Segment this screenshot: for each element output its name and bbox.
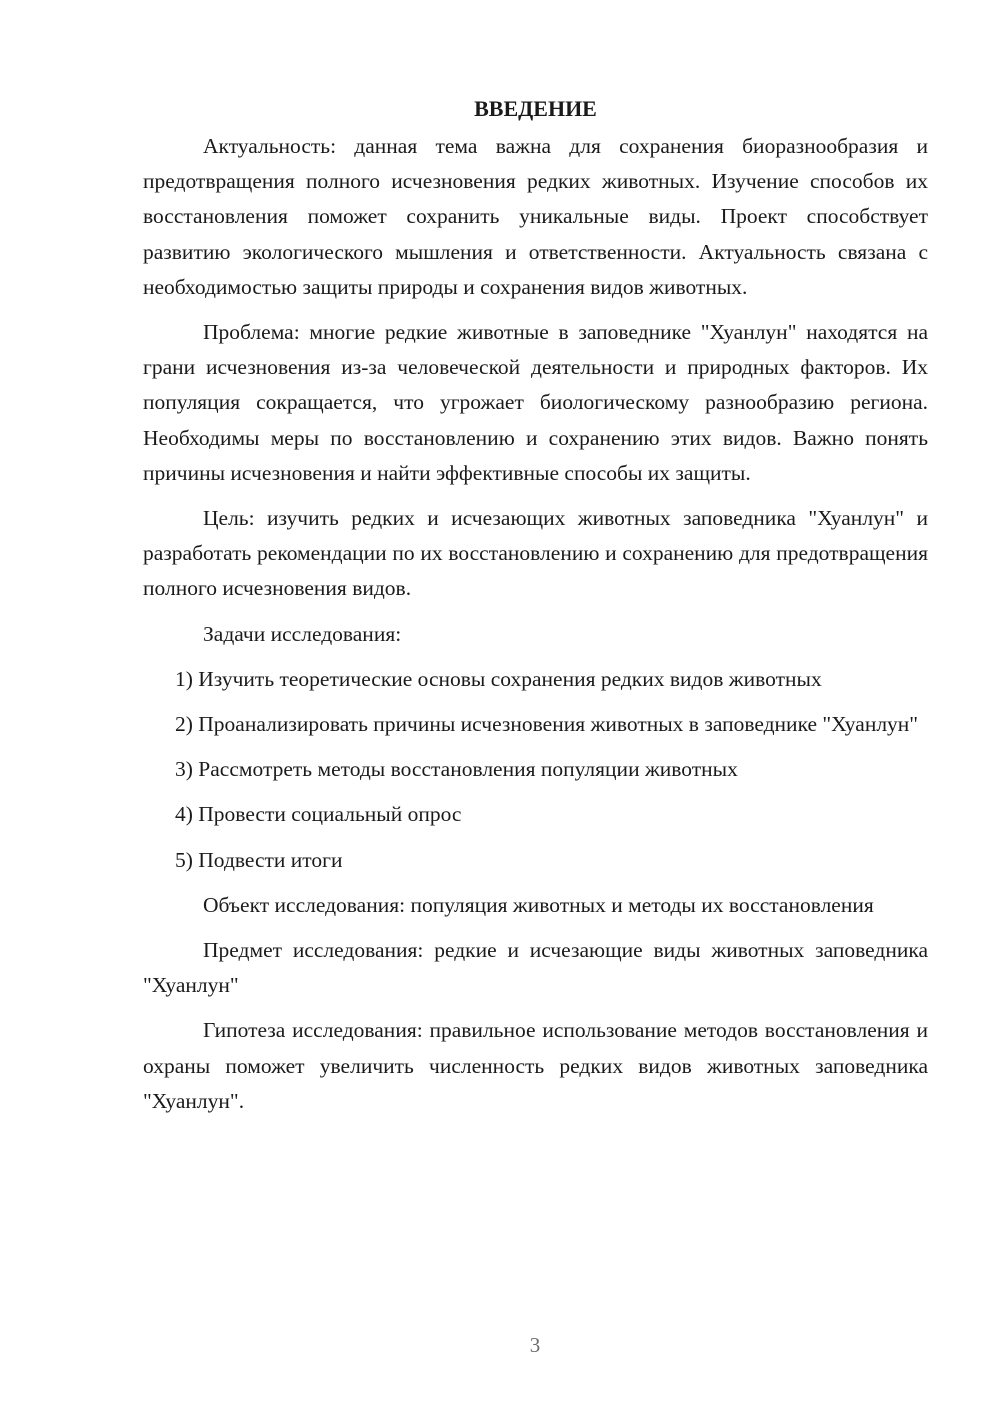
tasks-heading: Задачи исследования: bbox=[203, 621, 402, 646]
paragraph-problem: Проблема: многие редкие животные в заповеднике "Хуанлун" находятся на грани исчезновения из-за человеческой деятельности и природных факторов. Их популяция сокращается, что угрожает биологическому разнообразию региона. Необходимы меры по восстановлению и сохранению этих видов. Важно понять причины исчезновения и найти эффективные способы их защиты. bbox=[143, 320, 928, 485]
task-item-1: 1) Изучить теоретические основы сохранения редких видов животных bbox=[175, 666, 822, 691]
task-item-4: 4) Провести социальный опрос bbox=[175, 802, 462, 827]
paragraph-subject: Предмет исследования: редкие и исчезающие виды животных заповедника "Хуанлун" bbox=[143, 938, 928, 998]
task-item-2: 2) Проанализировать причины исчезновения животных в заповеднике "Хуанлун" bbox=[175, 712, 919, 737]
paragraph-relevance: Актуальность: данная тема важна для сохранения биоразнообразия и предотвращения полного исчезновения редких животных. Изучение способов их восстановления поможет сохранить уникальные виды. Проект способствует развитию экологического мышления и ответственности. Актуальность связана с необходимостью защиты природы и сохранения видов животных. bbox=[143, 134, 928, 299]
section-title: ВВЕДЕНИЕ bbox=[474, 96, 597, 121]
document-page bbox=[143, 94, 928, 1129]
task-item-3: 3) Рассмотреть методы восстановления популяции животных bbox=[175, 757, 738, 782]
paragraph-object: Объект исследования: популяция животных и методы их восстановления bbox=[203, 892, 874, 917]
page-number: 3 bbox=[529, 1333, 541, 1357]
paragraph-hypothesis: Гипотеза исследования: правильное использование методов восстановления и охраны поможет увеличить численность редких видов животных заповедника "Хуанлун". bbox=[143, 1018, 928, 1113]
task-item-5: 5) Подвести итоги bbox=[175, 847, 343, 872]
paragraph-goal: Цель: изучить редких и исчезающих животных заповедника "Хуанлун" и разработать рекомендации по их восстановлению и сохранению для предотвращения полного исчезновения видов. bbox=[143, 506, 928, 601]
